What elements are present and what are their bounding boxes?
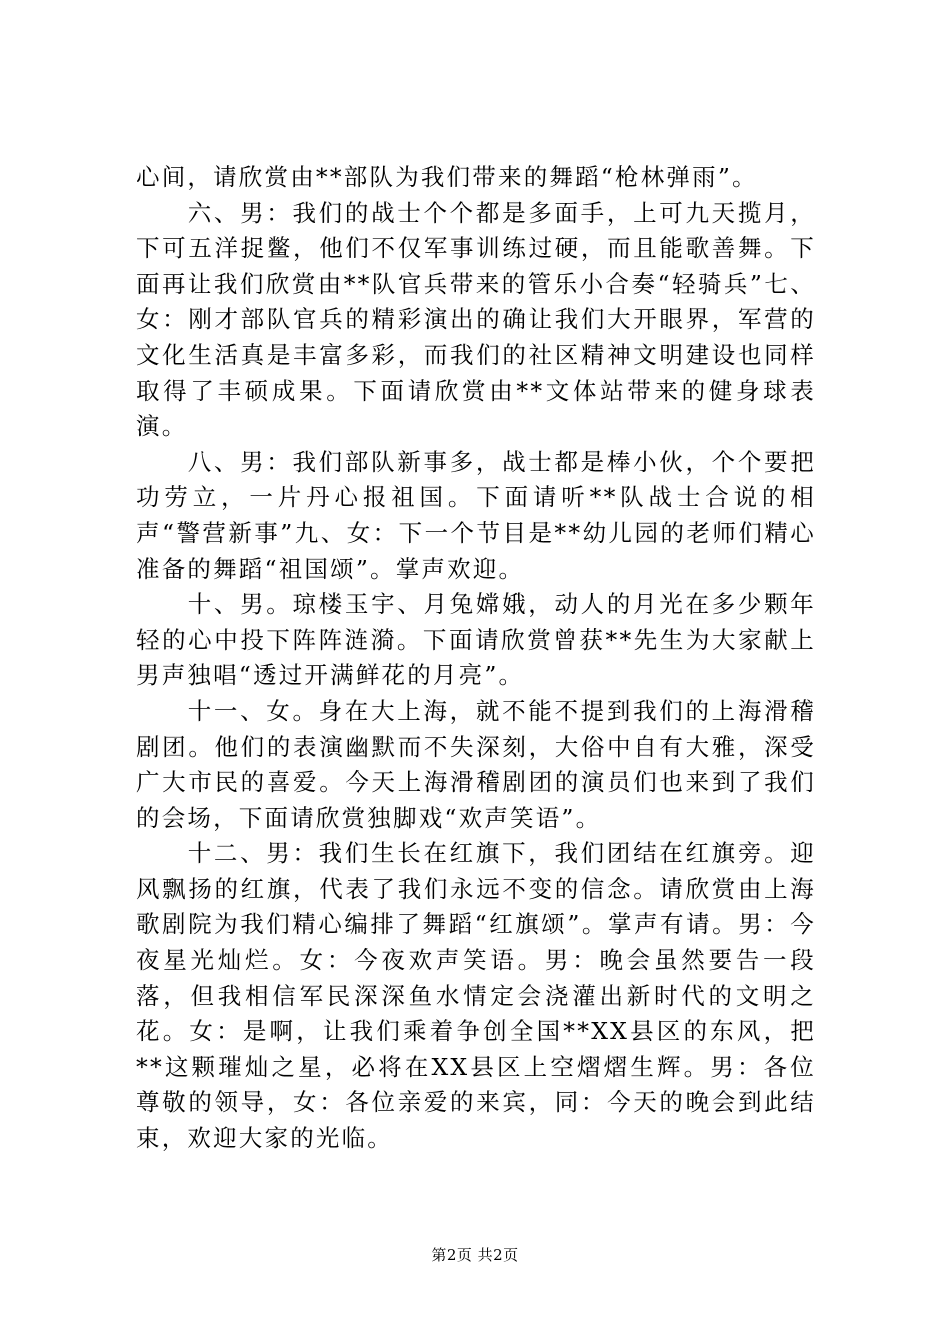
- paragraph-item-8-9: 八、男：我们部队新事多，战士都是棒小伙，个个要把功劳立，一片丹心报祖国。下面请听**队战士合说的相声“警营新事”九、女：下一个节目是**幼儿园的老师们精心准备的舞蹈“祖国颂”。掌声欢迎。: [136, 447, 816, 583]
- page-footer: [0, 1245, 950, 1265]
- paragraph-item-10: 十、男。琼楼玉宇、月兔嫦娥，动人的月光在多少颗年轻的心中投下阵阵涟漪。下面请欣赏曾获**先生为大家献上男声独唱“透过开满鲜花的月亮”。: [136, 590, 816, 690]
- paragraph-continuation: 心间，请欣赏由**部队为我们带来的舞蹈“枪林弹雨”。: [136, 163, 758, 191]
- document-body: [136, 160, 816, 1157]
- paragraph-item-11: 十一、女。身在大上海，就不能不提到我们的上海滑稽剧团。他们的表演幽默而不失深刻，大俗中自有大雅，深受广大市民的喜爱。今天上海滑稽剧团的演员们也来到了我们的会场，下面请欣赏独脚戏“欢声笑语”。: [136, 696, 816, 832]
- paragraph-item-6-7: 六、男：我们的战士个个都是多面手，上可九天揽月，下可五洋捉鳖，他们不仅军事训练过硬，而且能歌善舞。下面再让我们欣赏由**队官兵带来的管乐小合奏“轻骑兵”七、女：刚才部队官兵的精彩演出的确让我们大开眼界，军营的文化生活真是丰富多彩，而我们的社区精神文明建设也同样取得了丰硕成果。下面请欣赏由**文体站带来的健身球表演。: [136, 198, 816, 441]
- paragraph-item-12: 十二、男：我们生长在红旗下，我们团结在红旗旁。迎风飘扬的红旗，代表了我们永远不变的信念。请欣赏由上海歌剧院为我们精心编排了舞蹈“红旗颂”。掌声有请。男：今夜星光灿烂。女：今夜欢声笑语。男：晚会虽然要告一段落，但我相信军民深深鱼水情定会浇灌出新时代的文明之花。女：是啊，让我们乘着争创全国**XX县区的东风，把**这颗璀灿之星，必将在XX县区上空熠熠生辉。男：各位尊敬的领导，女：各位亲爱的来宾，同：今天的晚会到此结束，欢迎大家的光临。: [136, 839, 816, 1153]
- page-number: 第2页 共2页: [431, 1246, 519, 1264]
